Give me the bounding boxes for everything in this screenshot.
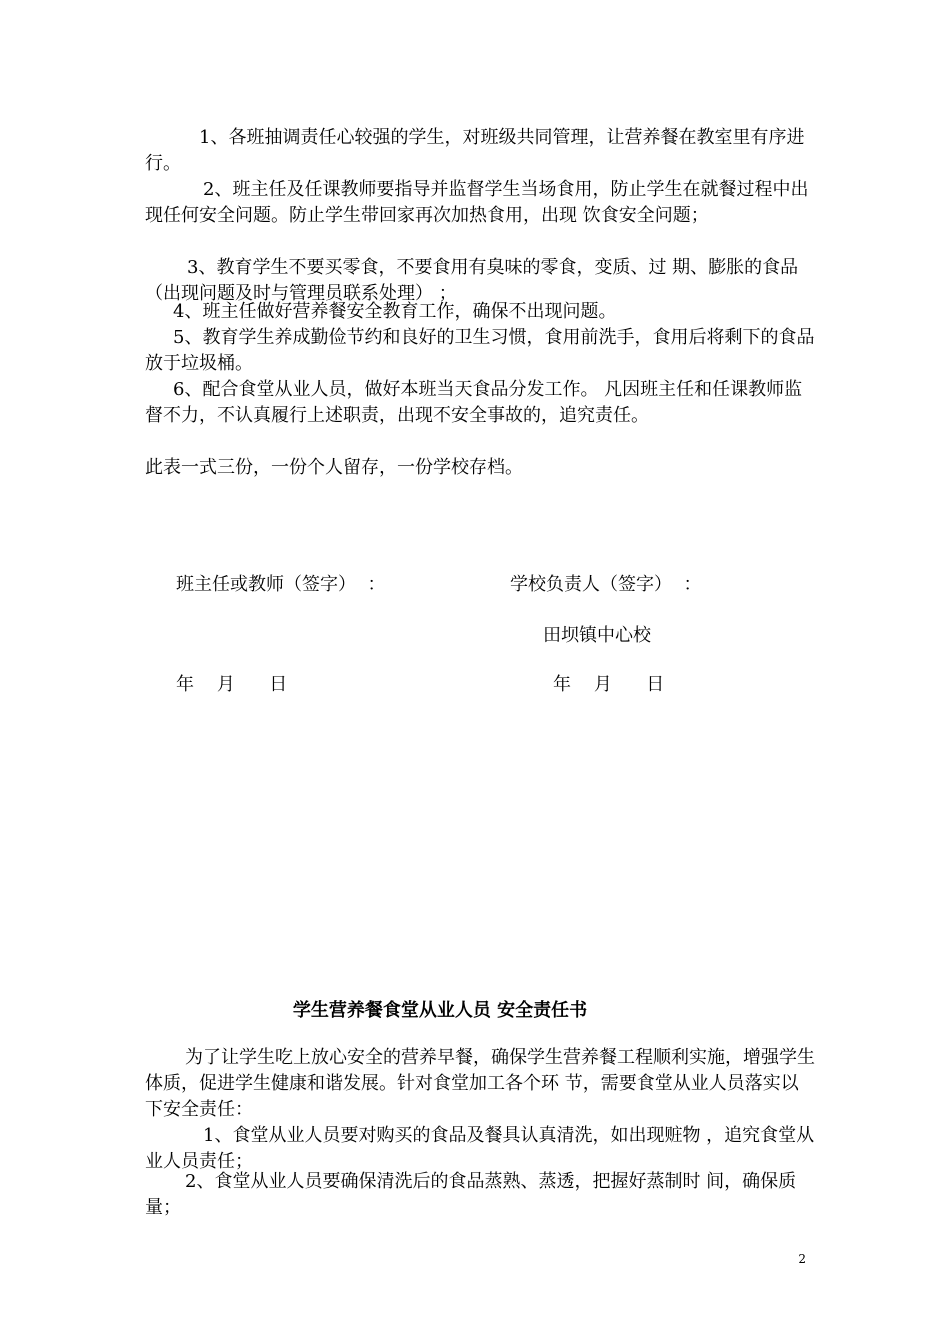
teacher-signature-label: 班主任或教师（签字） ： (176, 574, 386, 595)
page-number: 2 (798, 1252, 806, 1266)
paragraph-item-2: 2、班主任及任课教师要指导并监督学生当场食用，防止学生在就餐过程中出现任何安全问题。防止学生带回家再次加热食用，出现 饮食安全问题； (145, 179, 809, 226)
paragraph-item-3: 3、教育学生不要买零食，不要食用有臭味的零食，变质、过 期、膨胀的食品（出现问题及时与管理员联系处理） ； (145, 257, 799, 304)
paragraph-item-6: 6、配合食堂从业人员，做好本班当天食品分发工作。 凡因班主任和任课教师监督不力，不认真履行上述职责，出现不安全事故的，追究责任。 (145, 379, 803, 426)
school-name: 田坝镇中心校 (543, 625, 651, 646)
teacher-date: 年 月 日 (176, 674, 288, 695)
paragraph-item-4: 4、班主任做好营养餐安全教育工作，确保不出现问题。 (173, 301, 617, 322)
school-date: 年 月 日 (553, 674, 665, 695)
section-title: 学生营养餐食堂从业人员 安全责任书 (292, 1000, 588, 1021)
paragraph-item-1: 1、各班抽调责任心较强的学生，对班级共同管理，让营养餐在教室里有序进行。 (145, 127, 805, 174)
paragraph-copies-note: 此表一式三份，一份个人留存，一份学校存档。 (145, 457, 523, 478)
intro-paragraph: 为了让学生吃上放心安全的营养早餐，确保学生营养餐工程顺利实施，增强学生体质，促进学生健康和谐发展。针对食堂加工各个环 节，需要食堂从业人员落实以下安全责任： (145, 1047, 815, 1120)
duty-item-1: 1、食堂从业人员要对购买的食品及餐具认真清洗，如出现赃物 ，追究食堂从业人员责任； (145, 1125, 815, 1172)
duty-item-2: 2、食堂从业人员要确保清洗后的食品蒸熟、蒸透，把握好蒸制时 间，确保质量； (145, 1171, 797, 1218)
paragraph-item-5: 5、教育学生养成勤俭节约和良好的卫生习惯，食用前洗手，食用后将剩下的食品放于垃圾桶。 (145, 327, 815, 374)
school-signature-label: 学校负责人（签字） ： (510, 574, 702, 595)
